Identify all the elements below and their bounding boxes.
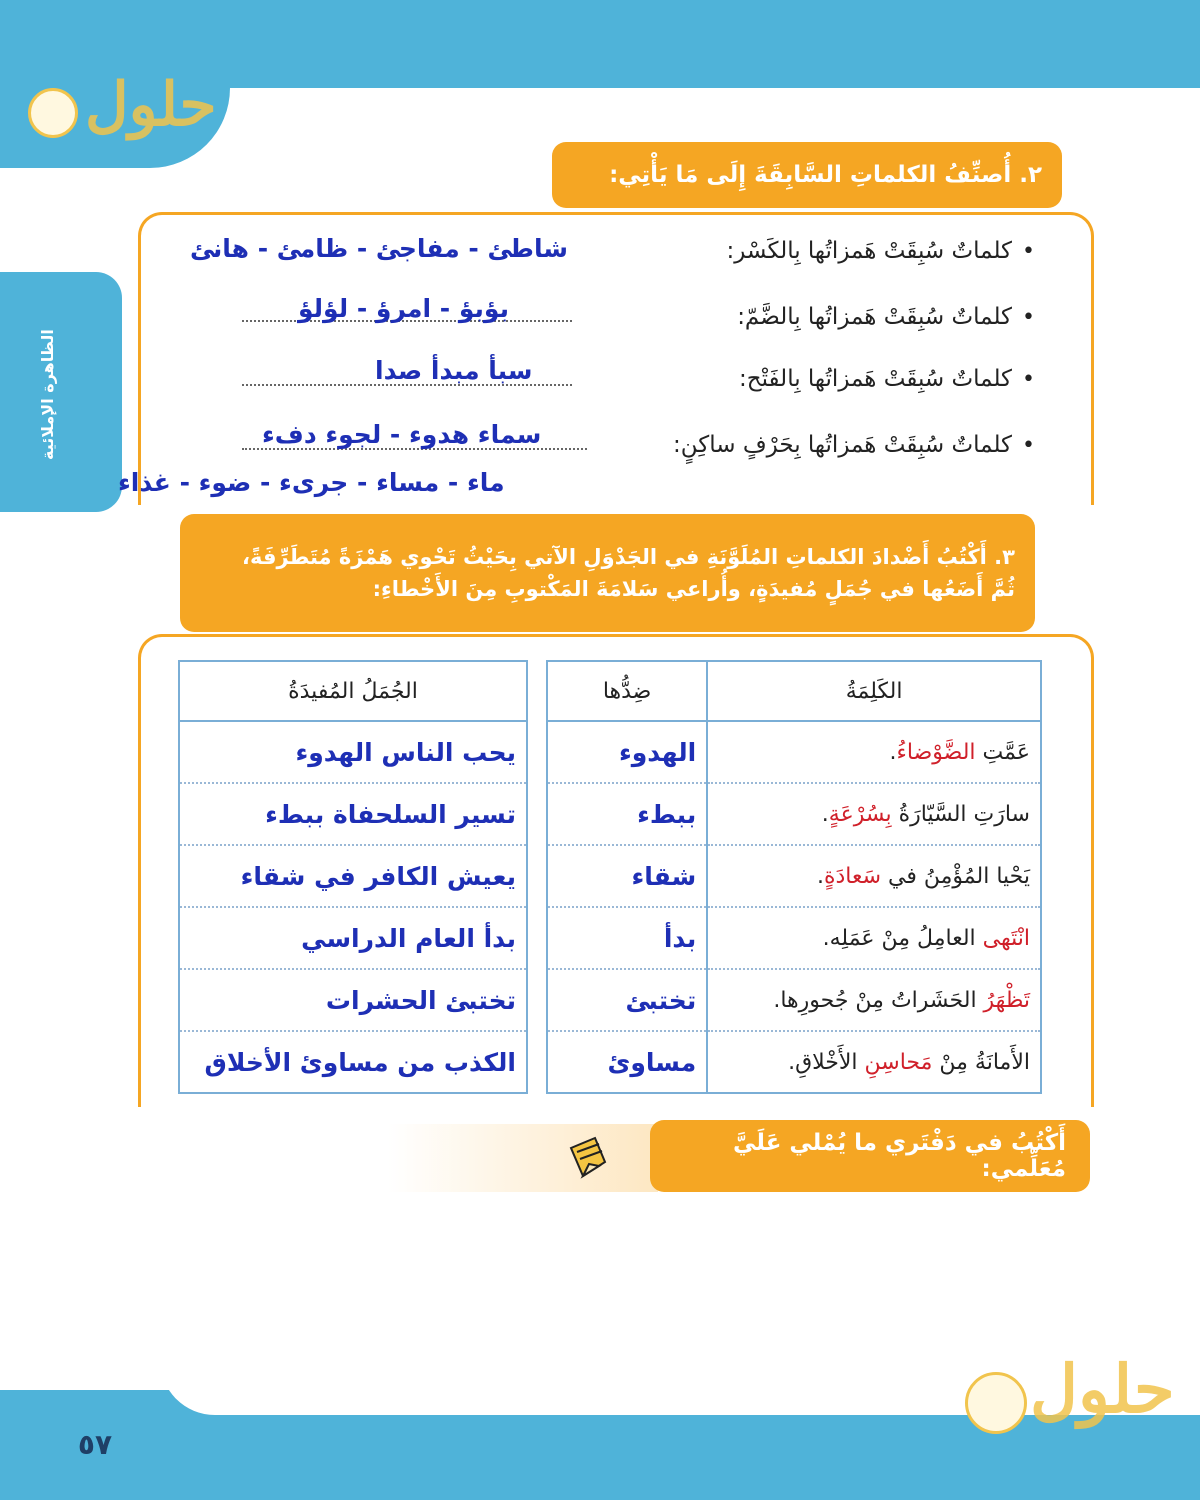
- sentence-cell: يحب الناس الهدوء: [179, 721, 527, 783]
- word-cell: سارَتِ السَّيّارَةُ بِسُرْعَةٍ.: [707, 783, 1041, 845]
- answer-text: سماء هدوء - لجوء دفء: [262, 420, 542, 449]
- side-tab-label: الظاهرة الإملائية: [38, 329, 57, 461]
- table-row: [179, 721, 527, 783]
- answer-text: ماء - مساء - جرىء - ضوء - غذاء: [118, 468, 505, 497]
- section2-title: ٢. أُصنِّفُ الكلماتِ السَّابِقَةَ إِلَى مَا يَأْتِي:: [552, 142, 1062, 208]
- header-sentences: الجُمَلُ المُفيدَةُ: [179, 661, 527, 721]
- bullet-icon: •: [1022, 366, 1035, 392]
- section3-title-line2: ثُمَّ أَضَعُها في جُمَلٍ مُفيدَةٍ، وأُراعي سَلامَةَ المَكْتوبِ مِنَ الأَخْطاءِ:: [372, 577, 1015, 601]
- logo-circle-icon: [965, 1372, 1027, 1434]
- row-label: كلماتٌ سُبِقَتْ هَمزاتُها بِالكَسْر:: [726, 238, 1013, 264]
- colored-word: مَحاسِنِ: [864, 1049, 933, 1075]
- opposite-cell: مساوئ: [607, 1047, 697, 1077]
- opposite-cell: ببطء: [547, 783, 707, 845]
- sentence-cell: تختبئ الحشرات: [179, 969, 527, 1031]
- section3-title: [180, 514, 1035, 632]
- answer-text: بؤبؤ - امرؤ - لؤلؤ: [298, 294, 509, 323]
- header-word: الكَلِمَةُ: [707, 661, 1041, 721]
- logo-bottom: حلول: [1030, 1350, 1175, 1428]
- sentence-cell: الكذب من مساوئ الأخلاق: [204, 1047, 516, 1077]
- word-cell: الأَمانَةُ مِنْ مَحاسِنِ الأَخْلاقِ.: [707, 1031, 1041, 1093]
- opposite-cell: تختبئ: [547, 969, 707, 1031]
- word-cell: عَمَّتِ الضَّوْضاءُ.: [707, 721, 1041, 783]
- footer-fade: [388, 1124, 658, 1192]
- section2-row: [739, 366, 1035, 392]
- word-cell: انْتَهى العامِلُ مِنْ عَمَلِه.: [707, 907, 1041, 969]
- bullet-icon: •: [1022, 238, 1035, 264]
- sentences-table: [178, 660, 528, 1094]
- section2-row: [673, 432, 1035, 458]
- table-row: [547, 845, 1041, 907]
- word-cell: يَحْيا المُؤْمِنُ في سَعادَةٍ.: [707, 845, 1041, 907]
- table-row: [547, 783, 1041, 845]
- table-row: [547, 721, 1041, 783]
- table-row: [179, 907, 527, 969]
- footer-title: أَكْتُبُ في دَفْتَري ما يُمْلي عَلَيَّ مُعَلِّمي:: [650, 1120, 1090, 1192]
- section2-row: [737, 304, 1035, 330]
- bullet-icon: •: [1022, 432, 1035, 458]
- row-label: كلماتٌ سُبِقَتْ هَمزاتُها بِالفَتْح:: [739, 366, 1013, 392]
- row-label: كلماتٌ سُبِقَتْ هَمزاتُها بِالضَّمّ:: [737, 304, 1013, 330]
- table-row: [547, 969, 1041, 1031]
- answer-text: سبأ مبدأ صدا: [375, 356, 533, 385]
- table-row: [179, 845, 527, 907]
- sentence-cell: تسير السلحفاة ببطء: [179, 783, 527, 845]
- colored-word: الضَّوْضاءُ: [896, 739, 976, 765]
- word-cell: تَظْهَرُ الحَشَراتُ مِنْ جُحورِها.: [707, 969, 1041, 1031]
- table-row: [547, 907, 1041, 969]
- logo-circle-icon: [28, 88, 78, 138]
- table-row: [179, 1031, 527, 1093]
- section2-row: [727, 238, 1035, 264]
- opposite-cell: بدأ: [547, 907, 707, 969]
- sentence-cell: بدأ العام الدراسي: [179, 907, 527, 969]
- colored-word: تَظْهَرُ: [983, 987, 1030, 1013]
- pencil-icon: [565, 1134, 611, 1180]
- row-label: كلماتٌ سُبِقَتْ هَمزاتُها بِحَرْفٍ ساكِنٍ:: [673, 432, 1013, 458]
- page-number: ٥٧: [77, 1428, 113, 1461]
- colored-word: انْتَهى: [982, 925, 1030, 951]
- bullet-icon: •: [1022, 304, 1035, 330]
- colored-word: بِسُرْعَةٍ: [828, 801, 892, 827]
- table-row: [179, 969, 527, 1031]
- sentence-cell: يعيش الكافر في شقاء: [179, 845, 527, 907]
- logo-top: حلول: [85, 70, 217, 140]
- opposite-cell: الهدوء: [547, 721, 707, 783]
- answer-text: شاطئ - مفاجئ - ظامئ - هانئ: [190, 234, 568, 263]
- table-row: [179, 783, 527, 845]
- words-table: [546, 660, 1042, 1094]
- colored-word: سَعادَةٍ: [823, 863, 882, 889]
- opposite-cell: شقاء: [547, 845, 707, 907]
- section3-title-line1: ٣. أَكْتُبُ أَضْدادَ الكلماتِ المُلَوَّنَةِ في الجَدْوَلِ الآتي بِحَيْثُ تَحْوي هَمْزَةً مُتَطَرِّفَةً،: [242, 545, 1015, 569]
- table-row: [547, 1031, 1041, 1093]
- header-opposite: ضِدُّها: [547, 661, 707, 721]
